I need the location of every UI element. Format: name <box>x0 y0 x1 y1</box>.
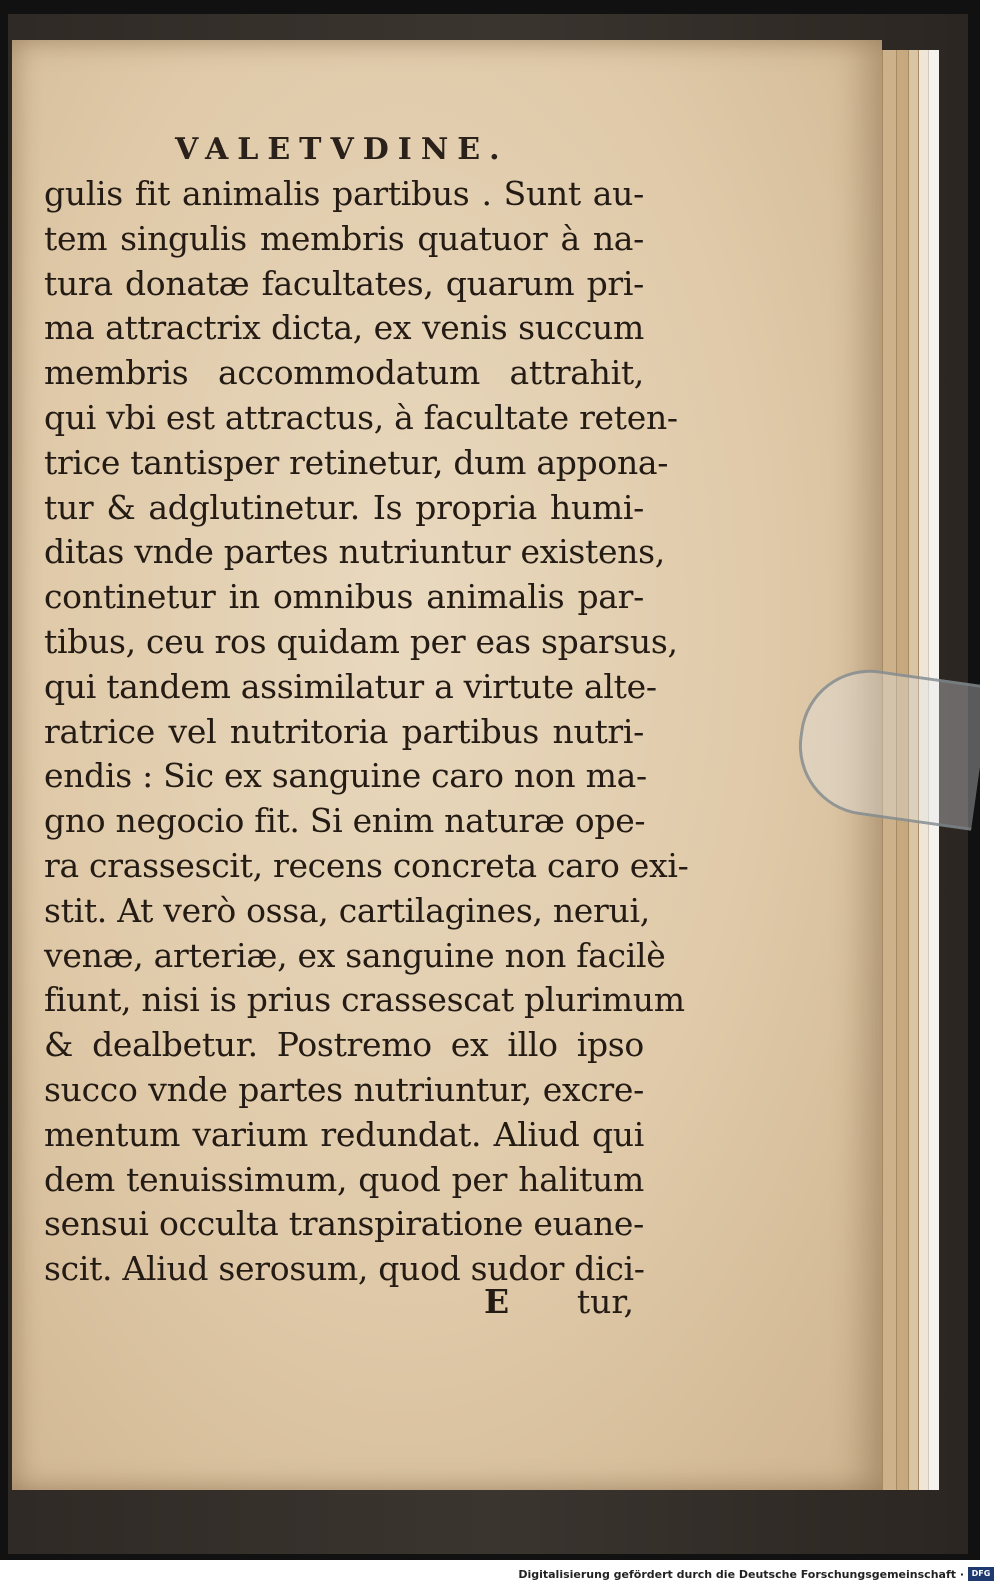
text-line: succo vnde partes nutriuntur, excre- <box>44 1069 644 1109</box>
text-line: qui vbi est attractus, à facultate reten- <box>44 397 678 437</box>
text-line: scit. Aliud serosum, quod sudor dici- <box>44 1249 645 1289</box>
text-line: venæ, arteriæ, ex sanguine non facilè <box>44 935 666 975</box>
text-block <box>44 172 689 1292</box>
text-line: sensui occulta transpiratione euane- <box>44 1204 644 1244</box>
text-line: tur & adglutinetur. Is propria humi- <box>44 487 644 527</box>
text-line: ditas vnde partes nutriuntur existens, <box>44 532 665 572</box>
text-line: gno negocio fit. Si enim naturæ ope- <box>44 801 646 841</box>
text-line: tura donatæ facultates, quarum pri- <box>44 263 644 303</box>
text-line: mentum varium redundat. Aliud qui <box>44 1114 644 1154</box>
catchword: tur, <box>576 1282 634 1321</box>
text-line: ratrice vel nutritoria partibus nutri- <box>44 711 644 751</box>
text-line: endis : Sic ex sanguine caro non ma- <box>44 756 647 796</box>
text-line: tibus, ceu ros quidam per eas sparsus, <box>44 621 678 661</box>
text-line: trice tantisper retinetur, dum appona- <box>44 442 669 482</box>
text-line: membris accommodatum attrahit, <box>44 353 644 393</box>
text-line: continetur in omnibus animalis par- <box>44 577 644 617</box>
text-line: qui tandem assimilatur a virtute alte- <box>44 666 657 706</box>
text-line: & dealbetur. Postremo ex illo ipso <box>44 1025 644 1065</box>
text-line: ma attractrix dicta, ex venis succum <box>44 308 644 348</box>
signature-mark: E <box>484 1282 510 1321</box>
footer-credit: Digitalisierung gefördert durch die Deutsche Forschungsgemeinschaft · <box>518 1568 964 1581</box>
footer <box>0 1560 1000 1594</box>
running-head: VALETVDINE. <box>175 132 509 167</box>
text-line: ra crassescit, recens concreta caro exi- <box>44 845 689 885</box>
text-line: gulis fit animalis partibus . Sunt au- <box>44 174 644 213</box>
text-line: dem tenuissimum, quod per halitum <box>44 1159 644 1199</box>
catch-line <box>44 1282 644 1326</box>
dfg-logo-icon: DFG <box>968 1567 994 1581</box>
text-line: stit. At verò ossa, cartilagines, nerui, <box>44 890 650 930</box>
text-line: tem singulis membris quatuor à na- <box>44 218 644 258</box>
text-line: fiunt, nisi is prius crassescat plurimum <box>44 980 685 1020</box>
